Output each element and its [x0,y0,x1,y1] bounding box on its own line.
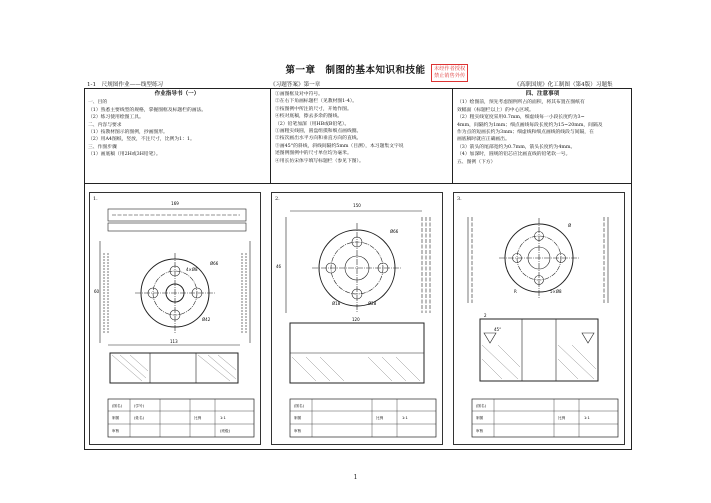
dim-label: Ø42 [202,317,211,322]
instr-line: 二、内容与要求 [88,122,122,128]
instr-line: （2）练习使用绘图工具。 [88,115,144,121]
dim-label: Ø [568,223,572,228]
dim-label: Ø66 [390,229,399,234]
panel-number: 1. [93,196,98,202]
instr-line: 画底稿时就应正确画出。 [457,137,510,143]
instruction-column-3 [453,88,632,183]
instr-line: （1）画底稿（用2H或3H铅笔）。 [88,152,161,158]
instr-line: ④用长仿宋体字填写标题栏（参见下图）。 [275,158,364,164]
tb-cell: 1:1 [584,416,590,420]
drawing-panel-2 [271,192,443,445]
tb-cell: 1:1 [220,416,226,420]
instr-line: 效幅面（标题栏以上）的中心区域。 [457,107,534,113]
stamp-line-1: 未经作者授权 [434,66,466,72]
dim-label: 120 [352,317,360,322]
instr-line: ③按图例中所注的尺寸，开始作图。 [275,106,352,112]
instr-line: ③画45°的斜线，斜线间隔约5mm（目测），本习题集文字说 [275,143,404,149]
instr-line: （4）加深时，圆规的铅芯应比画直线的铅笔软一号。 [457,152,571,158]
instr-line: （2）铅笔加深（用HB或B铅笔）。 [275,121,350,127]
instr-line: （1）按教材图示的图例，抄画图形。 [88,130,168,136]
tb-cell: 制图 [294,416,302,420]
section-divider [84,183,632,184]
dim-label: 45° [494,327,502,332]
instr-line: ④校对底稿，擦去多余的图线。 [275,114,343,120]
tb-cell: (学号) [134,404,144,408]
instr-line: 一、目的 [88,100,108,106]
dim-label: 113 [170,339,178,344]
dim-label: Ø66 [210,261,219,266]
drawing-2 [272,193,442,444]
instr-line: （3）箭头的尾部宽约为0.7mm，箭头长度约为4mm。 [457,144,576,150]
dim-label: 2 [484,313,487,318]
stamp-line-2: 禁止销售外传 [434,73,466,79]
instruction-column-1 [84,88,271,183]
tb-cell: 比例 [558,416,566,420]
panel-number: 3. [457,196,462,202]
tb-cell: (图名) [112,404,122,408]
tb-cell: 审核 [294,429,302,433]
dim-label: 5×Ø8 [550,289,562,294]
panel-number: 2. [275,196,280,202]
instruction-heading: 作业指导书（一） [154,91,200,97]
drawing-3 [454,193,624,444]
dim-label: 46 [276,264,282,269]
tb-cell: 审核 [476,429,484,433]
tb-cell: (姓名) [134,416,144,420]
dim-label: 4×Ø8 [186,267,198,272]
tb-cell: (图名) [476,404,486,408]
copyright-stamp [431,64,468,82]
instr-line: （2）用A4图纸，竖放，不注尺寸，比例为1：1。 [88,137,195,143]
instr-line: ①画粗实线圆，圆盘组摸和细点画线圈。 [275,129,362,135]
tb-cell: 制图 [112,416,120,420]
instr-line: ②在右下角画标题栏（见教材图1-4）。 [275,99,358,105]
tb-cell: 1:1 [402,416,408,420]
book-label: 《高职国规》化工制图（第4版）习题集 [514,82,613,88]
chapter-title: 第一章 制图的基本知识和技能 [285,65,426,76]
instr-line: ①画图框及对中符号。 [275,92,323,97]
dim-label: 169 [171,201,179,206]
dim-label: Ø18 [332,301,341,306]
exercise-label: 1-1 尺规图作业——线型练习 [87,82,164,88]
tb-cell: (图名) [294,404,304,408]
tb-cell: 制图 [476,416,484,420]
dim-label: 150 [353,203,361,208]
dim-label: R [514,289,517,294]
dim-label: Ø28 [368,301,377,306]
dim-label: 60 [94,289,100,294]
answer-label: 《习题答案》第一章 [270,82,321,88]
tb-cell: 比例 [376,416,384,420]
tb-cell: (班级) [220,429,230,433]
tb-cell: 审核 [112,429,120,433]
drawing-panel-1 [89,192,261,445]
instr-line: （1）熟悉主要线型的规格，掌握图框及标题栏的画法。 [88,107,207,113]
instr-line: （2）粗实线宽度采用0.7mm，细虚线每一小段长度约为3~ [457,115,585,121]
instr-line: 五、图例（下方） [457,159,496,165]
instr-line: ②按次画出水平方向和垂直方向的直线。 [275,136,362,142]
instr-line: （1）绘图前，预先考虑图例所占的面积，将其布置在图纸有 [457,100,585,106]
instr-line: 述图例图例中的尺寸单位均为毫米。 [275,151,352,157]
instr-line: 4mm，间隔约为1mm；细点画线每段长度约为15~20mm，间隔及 [457,122,603,128]
instr-line: 作为点的短画长约为3mm；细虚线和细点画线的线段与间隔，在 [457,130,594,136]
page-number: 1 [353,474,358,481]
instruction-column-2 [271,88,453,183]
notes-heading: 四、注意事项 [525,91,560,97]
drawing-1 [90,193,260,444]
drawing-panel-3 [453,192,625,445]
instr-line: 三、作图步骤 [88,144,117,150]
tb-cell: 比例 [194,416,202,420]
